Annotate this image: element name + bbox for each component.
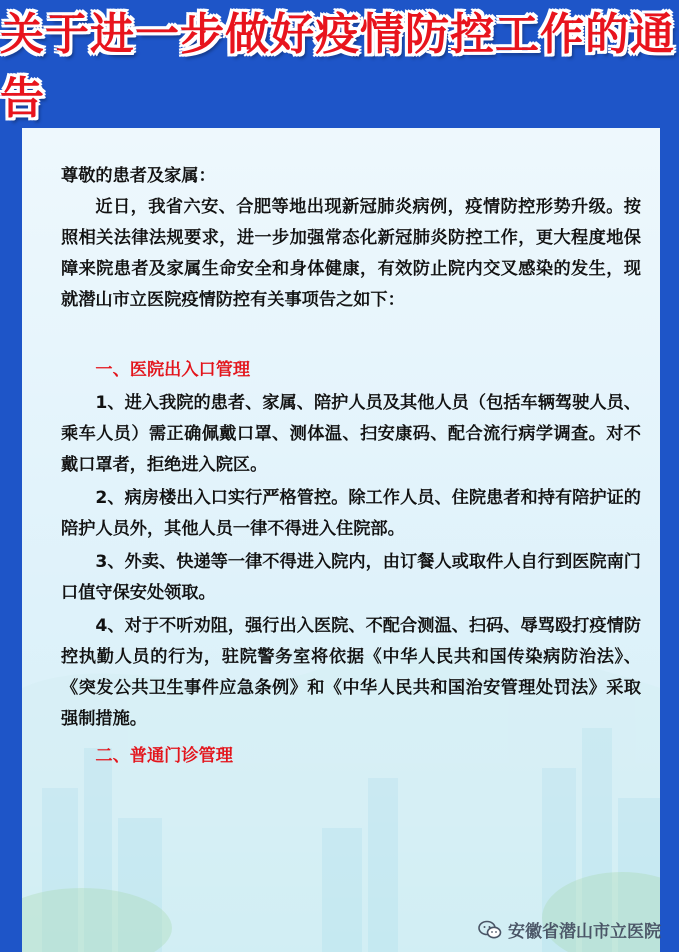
list-item: 4、对于不听劝阻，强行出入医院、不配合测温、扫码、辱骂殴打疫情防控执勤人员的行为，驻院警务室将依据《中华人民共和国传染病防治法》、《突发公共卫生事件应急条例》和《中华人民共和国治安管理处罚法》采取强制措施。 [61,616,641,729]
wechat-icon [478,920,502,940]
list-item: 2、病房楼出入口实行严格管控。除工作人员、住院患者和持有陪护证的陪护人员外，其他人员一律不得进入住院部。 [61,488,641,539]
list-item: 3、外卖、快递等一律不得进入院内，由订餐人或取件人自行到医院南门口值守保安处领取。 [61,552,641,603]
greeting: 尊敬的患者及家属： [61,166,216,186]
list-item: 1、进入我院的患者、家属、陪护人员及其他人员（包括车辆驾驶人员、乘车人员）需正确佩戴口罩、测体温、扫安康码、配合流行病学调查。对不戴口罩者，拒绝进入院区。 [61,393,641,475]
section-heading-entrance: 一、医院出入口管理 [95,360,251,380]
watermark-text: 安徽省潜山市立医院 [508,922,661,942]
page-title: 关于进一步做好疫情防控工作的通告 [0,9,675,124]
notice-panel [22,128,660,952]
section-heading-outpatient: 二、普通门诊管理 [95,746,233,766]
intro-paragraph: 近日，我省六安、合肥等地出现新冠肺炎病例，疫情防控形势升级。按照相关法律法规要求，进一步加强常态化新冠肺炎防控工作，更大程度地保障来院患者及家属生命安全和身体健康，有效防止院内交叉感染的发生，现就潜山市立医院疫情防控有关事项告之如下： [61,197,641,310]
notice-body [61,161,641,772]
source-watermark [478,917,661,942]
